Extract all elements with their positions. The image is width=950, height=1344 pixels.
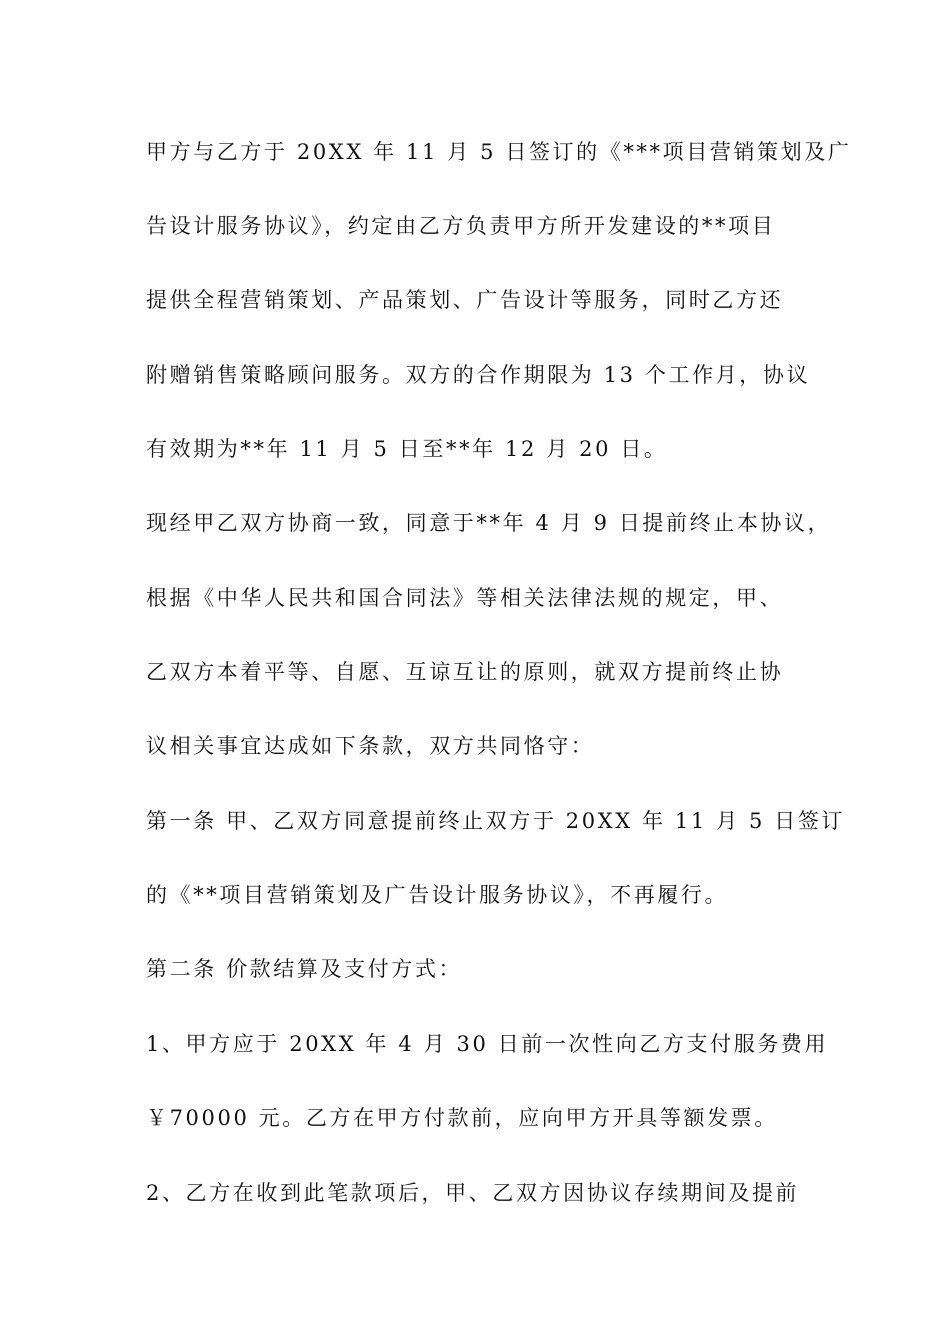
paragraph-line: ￥70000 元。乙方在甲方付款前，应向甲方开具等额发票。 [146,1106,778,1130]
clause-line: 2、乙方在收到此笔款项后，甲、乙双方因协议存续期间及提前 [146,1181,800,1205]
article-line: 第二条 价款结算及支付方式： [146,957,463,981]
clause-line: 1、甲方应于 20XX 年 4 月 30 日前一次性向乙方支付服务费用 [146,1032,829,1056]
paragraph-line: 告设计服务协议》，约定由乙方负责甲方所开发建设的**项目 [146,214,776,238]
article-line: 第一条 甲、乙双方同意提前终止双方于 20XX 年 11 月 5 日签订 [146,809,846,833]
paragraph-line: 有效期为**年 11 月 5 日至**年 12 月 20 日。 [146,437,668,461]
paragraph-line: 的《**项目营销策划及广告设计服务协议》，不再履行。 [146,883,729,907]
paragraph-line: 附赠销售策略顾问服务。双方的合作期限为 13 个工作月，协议 [146,363,811,387]
paragraph-line: 提供全程营销策划、产品策划、广告设计等服务，同时乙方还 [146,288,784,312]
paragraph-line: 甲方与乙方于 20XX 年 11 月 5 日签订的《***项目营销策划及广 [146,140,852,164]
paragraph-line: 乙双方本着平等、自愿、互谅互让的原则，就双方提前终止协 [146,660,784,684]
paragraph-line: 现经甲乙双方协商一致，同意于**年 4 月 9 日提前终止本协议， [146,511,832,535]
paragraph-line: 议相关事宜达成如下条款，双方共同恪守： [146,734,595,758]
paragraph-line: 根据《中华人民共和国合同法》等相关法律法规的规定，甲、 [146,586,784,610]
